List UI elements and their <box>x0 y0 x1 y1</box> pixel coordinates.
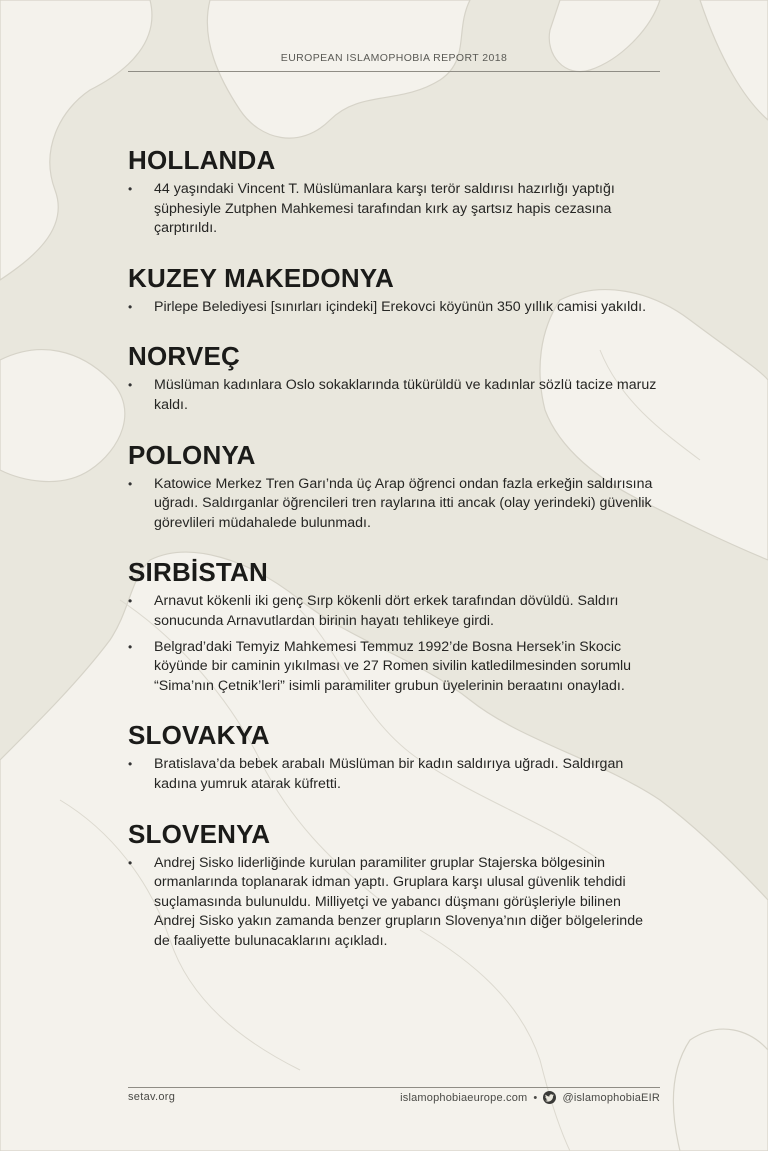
footer-twitter-handle[interactable]: @islamophobiaEIR <box>562 1091 660 1104</box>
section-heading: HOLLANDA <box>128 145 276 175</box>
bullet-item: • Müslüman kadınlara Oslo sokaklarında tükürüldü ve kadınlar sözlü tacize maruz kaldı. <box>128 376 660 415</box>
footer-divider <box>128 1087 660 1088</box>
footer-separator: • <box>533 1091 538 1104</box>
section-heading: KUZEY MAKEDONYA <box>128 262 394 293</box>
section-slovenya <box>128 818 660 952</box>
footer-site-link[interactable]: setav.org <box>128 1091 176 1103</box>
bullet-item: • Andrej Sisko liderliğinde kurulan paramiliter gruplar Stajerska bölgesinin ormanlarında toplanarak idman yaptı. Gruplara karşı ulusal güvenlik tehdidi suçlamasında bulunuldu. Milliyetçi ve yabancı düşmanı görüşleriyle bilinen Andrej Sisko yakın zamanda benzer grupların Slovenya’nın diğer bölgelerinde de faaliyette bulunacaklarını açıkladı. <box>128 854 660 952</box>
section-kuzey-makedonya <box>128 262 660 318</box>
bullet-list <box>128 298 660 318</box>
bullet-item: • Arnavut kökenli iki genç Sırp kökenli dört erkek tarafından dövüldü. Saldırı sonucunda Arnavutlardan birinin hayatı tehlikeye girdi. <box>128 592 660 631</box>
section-heading: SLOVAKYA <box>128 720 270 751</box>
footer-links <box>400 1091 660 1104</box>
bullet-list <box>128 376 660 415</box>
bullet-list <box>128 180 660 239</box>
section-hollanda <box>128 144 660 239</box>
bullet-list <box>128 755 660 794</box>
section-heading: POLONYA <box>128 439 256 470</box>
bullet-item: • Katowice Merkez Tren Garı’nda üç Arap öğrenci ondan fazla erkeğin saldırısına uğradı. Saldırganlar öğrencileri tren raylarına itti ancak (olay yerindeki) güvenlik görevlileri müdahalede bulunmadı. <box>128 475 660 534</box>
bullet-item: • Pirlepe Belediyesi [sınırları içindeki] Erekovci köyünün 350 yıllık camisi yakıldı. <box>128 298 660 318</box>
section-slovakya <box>128 719 660 794</box>
header-divider <box>128 71 660 72</box>
section-norvec <box>128 340 660 415</box>
section-sirbistan <box>128 556 660 696</box>
section-heading: SIRBİSTAN <box>128 557 268 588</box>
bullet-list <box>128 854 660 952</box>
section-heading: SLOVENYA <box>128 818 271 849</box>
bullet-item: • Belgrad’daki Temyiz Mahkemesi Temmuz 1992’de Bosna Hersek’in Skocic köyünde bir caminin yıkılması ve 27 Romen sivilin katledilmesinden sorumlu “Sima’nın Çetnik’leri” isimli paramiliter grubun üyelerinin beraatını onayladı. <box>128 638 660 697</box>
twitter-icon <box>543 1091 556 1104</box>
bullet-list <box>128 475 660 534</box>
section-polonya <box>128 439 660 534</box>
running-header: EUROPEAN ISLAMOPHOBIA REPORT 2018 <box>280 52 508 64</box>
bullet-item: • 44 yaşındaki Vincent T. Müslümanlara karşı terör saldırısı hazırlığı yaptığı şüphesiyle Zutphen Mahkemesi tarafından kırk ay şartsız hapis cezasına çarptırıldı. <box>128 180 660 239</box>
country-incidents-list <box>128 144 660 951</box>
section-heading: NORVEÇ <box>128 341 240 372</box>
bullet-list <box>128 592 660 696</box>
bullet-item: • Bratislava’da bebek arabalı Müslüman bir kadın saldırıya uğradı. Saldırgan kadına yumruk atarak küfretti. <box>128 755 660 794</box>
footer-website-link[interactable]: islamophobiaeurope.com <box>400 1091 528 1104</box>
